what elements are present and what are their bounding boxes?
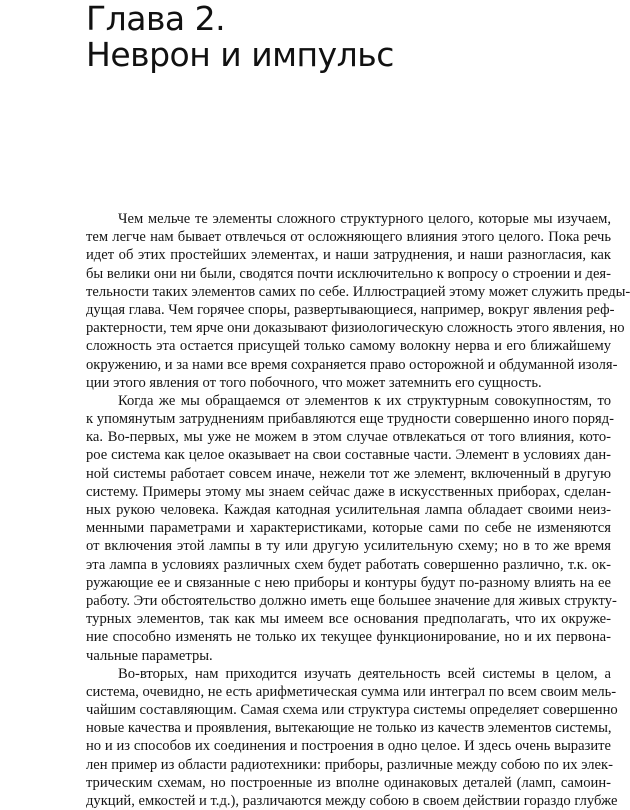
text-line: Во-вторых, нам приходится изучать деятельность всей системы в целом, а xyxy=(118,665,611,682)
text-line: систему. Примеры этому мы знаем сейчас даже в искусственных приборах, сделан- xyxy=(86,483,611,500)
text-line: чайшим составляющим. Самая схема или структура системы определяет совершенно xyxy=(86,702,618,719)
text-line: ка. Во-первых, мы уже не можем в этом случае отвлекаться от того влияния, кото- xyxy=(86,429,611,446)
text-line: дущая глава. Чем горячее споры, развертывающиеся, например, вокруг явления реф- xyxy=(86,301,615,318)
text-line: ной системы работает совсем иначе, нежели тот же элемент, включенный в другую xyxy=(86,465,611,482)
text-line: тельности таких элементов самих по себе. Иллюстрацией этому может служить преды- xyxy=(86,283,630,300)
text-line: Когда же мы обращаемся от элементов к их структурным совокупностям, то xyxy=(118,392,611,409)
text-line: идет об этих простейших элементах, и наши затруднения, и наши разногласия, как xyxy=(86,247,611,264)
text-line: менными параметрами и характеристиками, которые сами по себе не изменяются xyxy=(86,520,611,537)
text-line: Чем мельче те элементы сложного структурного целого, которые мы изучаем, xyxy=(118,211,611,227)
chapter-heading xyxy=(86,1,394,73)
text-line: эта лампа в условиях различных схем будет работать совершенно различно, т.к. ок- xyxy=(86,556,611,573)
text-line: но и из способов их соединения и построения в одно целое. И здесь очень выразите xyxy=(86,738,611,755)
text-line: к упомянутым затруднениям прибавляются еще трудности совершенно иного поряд- xyxy=(86,411,615,428)
text-line: новые качества и проявления, вытекающие не только из качеств элементов системы, xyxy=(86,720,612,737)
text-line: чальные параметры. xyxy=(86,647,213,664)
text-line: трическим схемам, но построенные из вполне одинаковых деталей (ламп, самоин- xyxy=(86,774,611,791)
text-line: от включения этой лампы в ту или другую усилительную схему; но в то же время xyxy=(86,538,611,555)
text-line: система, очевидно, не есть арифметическая сумма или интеграл по всем своим мель- xyxy=(86,683,617,700)
chapter-number: Глава 2. xyxy=(86,0,226,38)
text-line: тем легче нам бывает отвлечься от осложняющего влияния этого целого. Пока речь xyxy=(86,229,611,246)
text-line: ных рукою человека. Каждая катодная усилительная лампа обладает своими неиз- xyxy=(86,502,611,518)
text-line: турных элементов, так как мы имеем все основания предполагать, что их окруже- xyxy=(86,611,611,628)
text-line: дукций, емкостей и т.д.), различаются между собою в своем действии гораздо глубже xyxy=(86,793,618,809)
text-line: ние способно изменять не только их текущее функционирование, но и их первона- xyxy=(86,629,611,646)
text-line: лен пример из области радиотехники: приборы, различные между собою по их элек- xyxy=(86,756,613,773)
text-line: рактерности, тем ярче они доказывают физиологическую сложность этого явления, но xyxy=(86,320,625,337)
text-line: ружающие ее и связанные с нею приборы и контуры будут по-разному влиять на ее xyxy=(86,574,611,591)
body-text xyxy=(86,210,630,810)
text-line: рое система как целое оказывает на свои составные части. Элемент в условиях дан- xyxy=(86,447,611,464)
text-line: бы велики они ни были, сводятся почти исключительно к вопросу о строении и дея- xyxy=(86,265,611,282)
text-line: окружению, и за нами все время сохраняется право осторожной и обдуманной изоля- xyxy=(86,356,618,373)
text-line: работу. Эти обстоятельство должно иметь еще большее значение для живых структу- xyxy=(86,592,617,609)
text-line: ции этого явления от того побочного, что может затемнить его сущность. xyxy=(86,374,542,391)
chapter-title: Невpон и импульс xyxy=(86,35,394,74)
text-line: сложность эта остается присущей только самому волокну нерва и его ближайшему xyxy=(86,338,611,355)
